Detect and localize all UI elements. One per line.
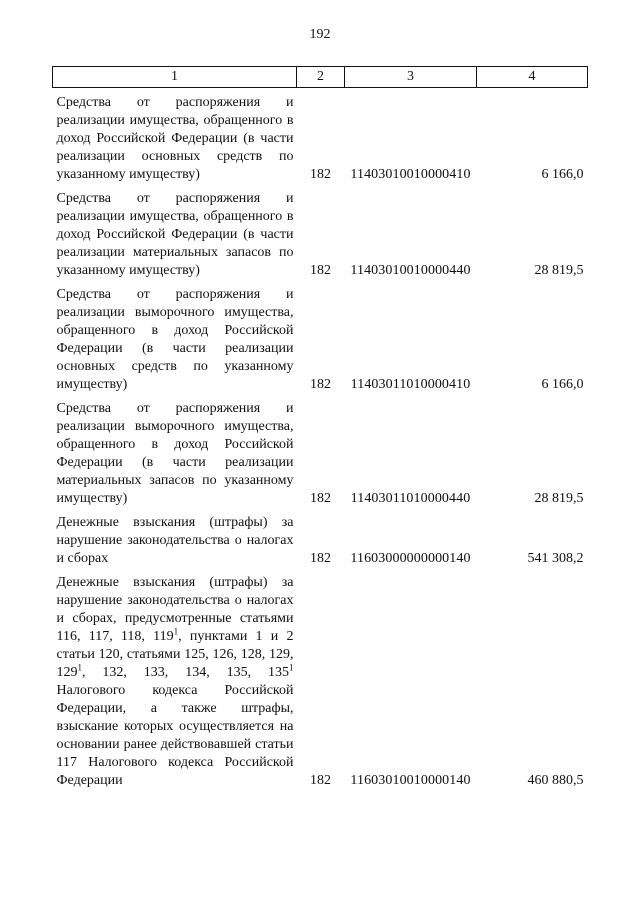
admin-code: 182 bbox=[310, 491, 331, 506]
name-text: , 132, 133, 134, 135, 135 bbox=[82, 665, 289, 680]
table-row bbox=[53, 574, 588, 796]
column-header-1: 1 bbox=[53, 67, 297, 88]
name-text: , пунктами 1 и 2 статьи 120, статьями 125, 126, 128, 129, 129 bbox=[56, 629, 294, 680]
revenue-name: Средства от распоряжения и реализации имущества, обращенного в доход Российской Федерации (в части реализации материальных запасов по указанному имуществу) bbox=[56, 191, 294, 278]
admin-code: 182 bbox=[310, 263, 331, 278]
amount: 541 308,2 bbox=[527, 551, 584, 566]
column-header-2: 2 bbox=[297, 67, 345, 88]
admin-code: 182 bbox=[310, 773, 331, 788]
budget-code: 11403011010000410 bbox=[350, 377, 471, 392]
revenue-name bbox=[53, 574, 297, 796]
amount: 28 819,5 bbox=[534, 263, 584, 278]
revenue-name: Средства от распоряжения и реализации имущества, обращенного в доход Российской Федерации (в части реализации основных средств по указанному имуществу) bbox=[56, 95, 294, 182]
revenue-name: Денежные взыскания (штрафы) за нарушение законодательства о налогах и сборах bbox=[56, 515, 294, 566]
admin-code: 182 bbox=[310, 377, 331, 392]
budget-code: 11403010010000410 bbox=[350, 167, 471, 182]
name-text: Налогового кодекса Российской Федерации, а также штрафы, взыскание которых осуществляется на основании ранее действовавшей статьи 117 Налогового кодекса Российской Федерации bbox=[56, 683, 294, 788]
revenue-name: Средства от распоряжения и реализации выморочного имущества, обращенного в доход Российской Федерации (в части реализации материальных запасов по указанному имуществу) bbox=[56, 401, 294, 506]
revenue-name: Средства от распоряжения и реализации выморочного имущества, обращенного в доход Российской Федерации (в части реализации основных средств по указанному имуществу) bbox=[56, 287, 294, 392]
table-row bbox=[53, 514, 588, 574]
table-row bbox=[53, 190, 588, 286]
header-row bbox=[53, 67, 588, 88]
budget-code: 11603000000000140 bbox=[350, 551, 471, 566]
superscript: 1 bbox=[173, 626, 179, 637]
amount: 6 166,0 bbox=[541, 167, 584, 182]
page-number: 192 bbox=[309, 27, 331, 42]
column-header-4: 4 bbox=[477, 67, 588, 88]
admin-code: 182 bbox=[310, 167, 331, 182]
superscript: 1 bbox=[289, 662, 294, 673]
table-header bbox=[53, 67, 588, 88]
table-row bbox=[53, 286, 588, 400]
table-row bbox=[53, 400, 588, 514]
amount: 460 880,5 bbox=[527, 773, 584, 788]
revenue-table bbox=[52, 66, 588, 796]
superscript: 1 bbox=[77, 662, 82, 673]
budget-code: 11603010010000140 bbox=[350, 773, 471, 788]
amount: 6 166,0 bbox=[541, 377, 584, 392]
admin-code: 182 bbox=[310, 551, 331, 566]
column-header-3: 3 bbox=[345, 67, 477, 88]
budget-code: 11403011010000440 bbox=[350, 491, 471, 506]
table-row bbox=[53, 88, 588, 191]
table-body bbox=[53, 88, 588, 797]
amount: 28 819,5 bbox=[534, 491, 584, 506]
budget-code: 11403010010000440 bbox=[350, 263, 471, 278]
name-text: Денежные взыскания (штрафы) за нарушение законодательства о налогах и сборах, предусмотренные статьями 116, 117, 118, 119 bbox=[56, 575, 294, 644]
